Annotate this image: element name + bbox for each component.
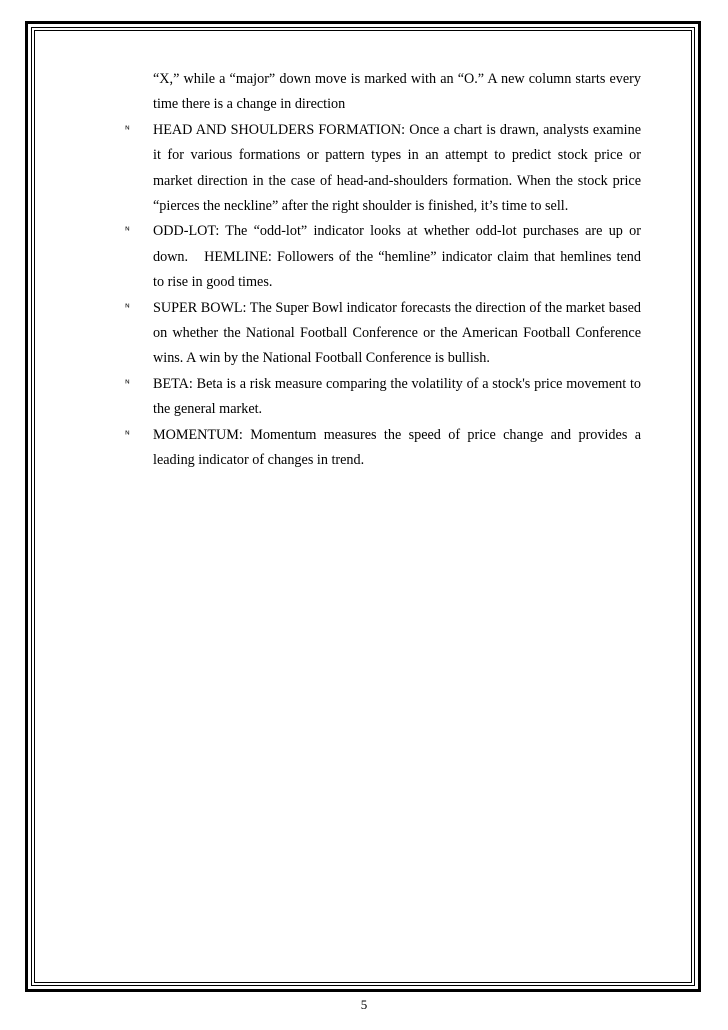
list-item-beta [125, 372, 641, 423]
intro-paragraph-text: “X,” while a “major” down move is marked with an “O.” A new column starts every time there is a change in direction [153, 71, 641, 113]
intro-paragraph [125, 67, 641, 118]
list-item-odd-lot-hemline [125, 219, 641, 295]
list-item-text: BETA: Beta is a risk measure comparing the volatility of a stock's price movement to the general market. [153, 375, 641, 418]
bullet-icon: ᴺ [125, 429, 130, 441]
list-item-text-hemline: HEMLINE: Followers of the “hemline” indicator claim that hemlines tend to rise in good times. [153, 248, 641, 291]
list-item-super-bowl [125, 296, 641, 372]
list-item-head-and-shoulders [125, 118, 641, 220]
document-body [125, 67, 641, 474]
list-item-text: SUPER BOWL: The Super Bowl indicator forecasts the direction of the market based on whether the National Football Conference or the American Football Conference wins. A win by the National Football Conference is bullish. [153, 299, 641, 367]
list-item-momentum [125, 423, 641, 474]
list-item-text: HEAD AND SHOULDERS FORMATION: Once a chart is drawn, analysts examine it for various formations or pattern types in an attempt to predict stock price or market direction in the case of head-and-shoulders formation. When the stock price “pierces the neckline” after the right shoulder is finished, it’s time to sell. [153, 121, 641, 215]
list-item-text: MOMENTUM: Momentum measures the speed of price change and provides a leading indicator of changes in trend. [153, 426, 641, 469]
page-number: 5 [360, 997, 368, 1012]
bullet-icon: ᴺ [125, 378, 130, 390]
bullet-icon: ᴺ [125, 302, 130, 314]
list-item-text-odd-lot: ODD-LOT: The “odd-lot” indicator looks at whether odd-lot purchases are up or down. [153, 223, 641, 265]
bullet-icon: ᴺ [125, 124, 130, 136]
bullet-icon: ᴺ [125, 226, 130, 238]
